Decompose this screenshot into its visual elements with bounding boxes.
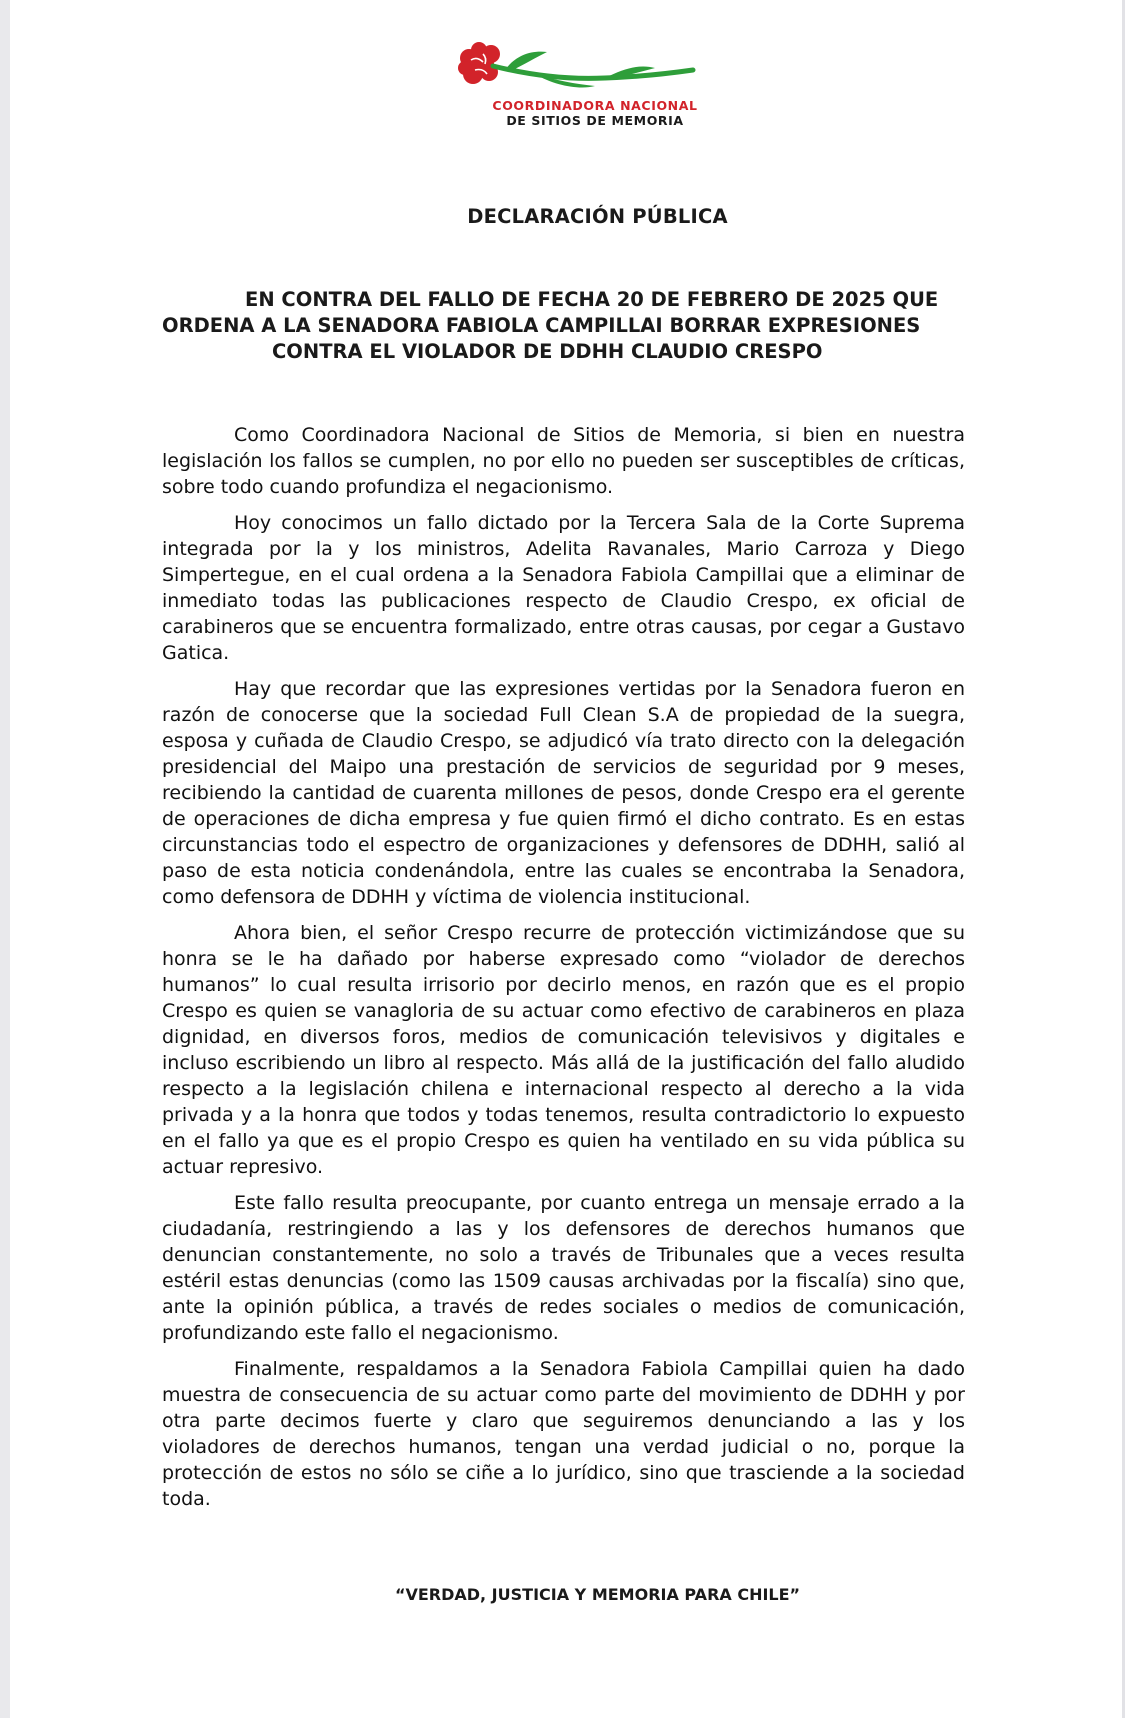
paragraph-5: Este fallo resulta preocupante, por cuanto entrega un mensaje errado a la ciudadanía, restringiendo a las y los defensores de derechos humanos que denuncian constantemente, no solo a través de Tribunales que a veces resulta estéril estas denuncias (como las 1509 causas archivadas por la fiscalía) sino que, ante la opinión pública, a través de redes sociales o medios de comunicación, profundizando este fallo el negacionismo. [162, 1192, 965, 1344]
headline-line2: ORDENA A LA SENADORA FABIOLA CAMPILLAI BORRAR EXPRESIONES [162, 314, 921, 337]
paragraph-3: Hay que recordar que las expresiones vertidas por la Senadora fueron en razón de conocerse que la sociedad Full Clean S.A de propiedad de la suegra, esposa y cuñada de Claudio Crespo, se adjudicó vía trato directo con la delegación presidencial del Maipo una prestación de servicios de seguridad por 9 meses, recibiendo la cantidad de cuarenta millones de pesos, donde Crespo era el gerente de operaciones de dicha empresa y fue quien firmó el dicho contrato. Es en estas circunstancias todo el espectro de organizaciones y defensores de DDHH, salió al paso de esta noticia condenándola, entre las cuales se encontraba la Senadora, como defensora de DDHH y víctima de violencia institucional. [162, 678, 965, 908]
page-edge-left [0, 0, 10, 1718]
declaration-body [162, 422, 965, 1522]
paragraph-6: Finalmente, respaldamos a la Senadora Fabiola Campillai quien ha dado muestra de consecuencia de su actuar como parte del movimiento de DDHH y por otra parte decimos fuerte y claro que seguiremos denunciando a las y los violadores de derechos humanos, tengan una verdad judicial o no, porque la protección de estos no sólo se ciñe a lo jurídico, sino que trasciende a la sociedad toda. [162, 1358, 965, 1510]
paragraph-2: Hoy conocimos un fallo dictado por la Tercera Sala de la Corte Suprema integrada por la y los ministros, Adelita Ravanales, Mario Carroza y Diego Simpertegue, en el cual ordena a la Senadora Fabiola Campillai que a eliminar de inmediato todas las publicaciones respecto de Claudio Crespo, ex oficial de carabineros que se encuentra formalizado, entre otras causas, por cegar a Gustavo Gatica. [162, 512, 965, 664]
headline [150, 287, 985, 365]
paragraph-1: Como Coordinadora Nacional de Sitios de Memoria, si bien en nuestra legislación los fallos se cumplen, no por ello no pueden ser susceptibles de críticas, sobre todo cuando profundiza el negacionismo. [162, 424, 965, 498]
headline-line1: EN CONTRA DEL FALLO DE FECHA 20 DE FEBRERO DE 2025 QUE [245, 288, 939, 311]
red-carnation-icon [455, 40, 735, 100]
paragraph-4: Ahora bien, el señor Crespo recurre de protección victimizándose que su honra se le ha dañado por haberse expresado como “violador de derechos humanos” lo cual resulta irrisorio por decirlo menos, en razón que es el propio Crespo es quien se vanagloria de su actuar como efectivo de carabineros en plaza dignidad, en diversos foros, medios de comunicación televisivos y digitales e incluso escribiendo un libro al respecto. Más allá de la justificación del fallo aludido respecto a la legislación chilena e internacional respecto al derecho a la vida privada y a la honra que todos y todas tenemos, resulta contradictorio lo expuesto en el fallo ya que es el propio Crespo es quien ha ventilado en su vida pública su actuar represivo. [162, 922, 965, 1178]
organization-name-line2: DE SITIOS DE MEMORIA [506, 113, 684, 128]
headline-line3: CONTRA EL VIOLADOR DE DDHH CLAUDIO CRESPO [272, 340, 823, 363]
organization-logo [455, 40, 735, 130]
document-title: DECLARACIÓN PÚBLICA [467, 205, 728, 228]
organization-name-line1: COORDINADORA NACIONAL [492, 98, 698, 113]
closing-slogan: “VERDAD, JUSTICIA Y MEMORIA PARA CHILE” [394, 1585, 801, 1604]
